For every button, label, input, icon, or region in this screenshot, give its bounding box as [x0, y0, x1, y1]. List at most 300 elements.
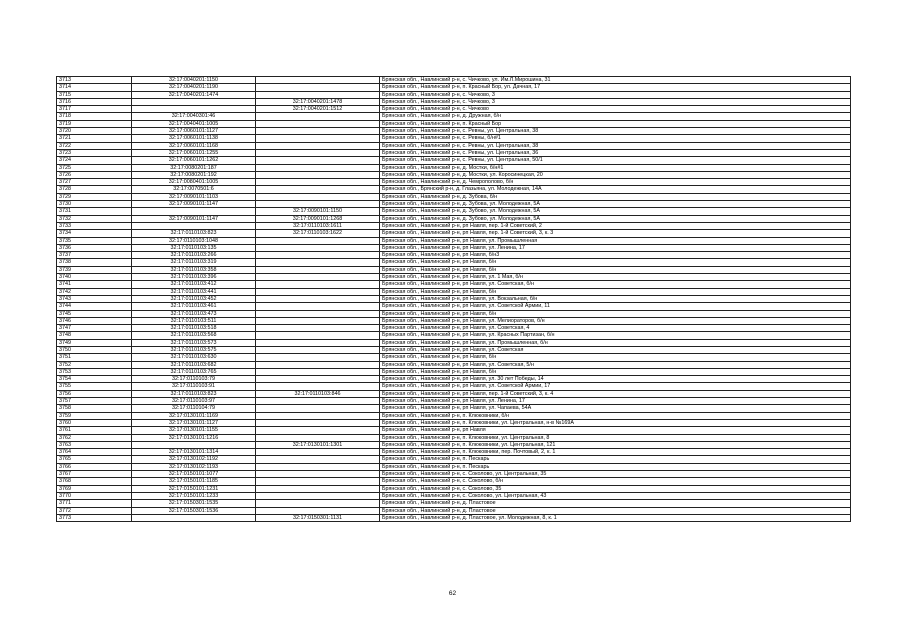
record-number-cell: 3766	[57, 463, 132, 470]
linked-cadastral-number-cell	[256, 478, 380, 485]
table-row	[57, 346, 851, 353]
record-number-cell: 3773	[57, 514, 132, 521]
cadastral-number-cell: 32:17:0110103:452	[132, 295, 256, 302]
record-number-cell: 3743	[57, 295, 132, 302]
table-row	[57, 222, 851, 229]
address-cell: Брянская обл., Навлинский р-н, рп Навля, пер. 1-й Советский, 3, к. 3	[380, 230, 851, 237]
table-row	[57, 84, 851, 91]
linked-cadastral-number-cell	[256, 456, 380, 463]
record-number-cell: 3715	[57, 91, 132, 98]
record-number-cell: 3762	[57, 434, 132, 441]
table-row	[57, 405, 851, 412]
record-number-cell: 3749	[57, 339, 132, 346]
table-row	[57, 507, 851, 514]
table-row	[57, 368, 851, 375]
record-number-cell: 3757	[57, 398, 132, 405]
table-row	[57, 514, 851, 521]
address-cell: Брянская обл., Навлинский р-н, п. Пескарь	[380, 463, 851, 470]
cadastral-number-cell: 32:17:0110103:823	[132, 390, 256, 397]
table-row	[57, 157, 851, 164]
address-cell: Брянская обл., Навлинский р-н, п. Красный Бор, ул. Дачная, 17	[380, 84, 851, 91]
table-row	[57, 98, 851, 105]
cadastral-number-cell	[132, 98, 256, 105]
address-cell: Брянская обл., Навлинский р-н, с. Соколово, 35	[380, 485, 851, 492]
linked-cadastral-number-cell	[256, 259, 380, 266]
record-number-cell: 3758	[57, 405, 132, 412]
address-cell: Брянская обл., Навлинский р-н, рп Навля, ул. Советская, 5/н	[380, 361, 851, 368]
record-number-cell: 3726	[57, 171, 132, 178]
record-number-cell: 3772	[57, 507, 132, 514]
linked-cadastral-number-cell	[256, 449, 380, 456]
address-cell: Брянская обл., Навлинский р-н, с. Соколово, б/н	[380, 478, 851, 485]
table-row	[57, 281, 851, 288]
address-cell: Брянская обл., Брянский р-н, д. Глазьяна, ул. Молодежная, 14А	[380, 186, 851, 193]
page-number: 62	[448, 590, 457, 597]
cadastral-number-cell: 32:17:0110103:473	[132, 310, 256, 317]
cadastral-number-cell: 32:17:0110103:568	[132, 332, 256, 339]
table-row	[57, 492, 851, 499]
record-number-cell: 3746	[57, 317, 132, 324]
address-cell: Брянская обл., Навлинский р-н, п. Клюковники, ул. Центральная, 121	[380, 441, 851, 448]
linked-cadastral-number-cell	[256, 376, 380, 383]
linked-cadastral-number-cell	[256, 149, 380, 156]
linked-cadastral-number-cell	[256, 135, 380, 142]
linked-cadastral-number-cell	[256, 128, 380, 135]
record-number-cell: 3750	[57, 346, 132, 353]
table-row	[57, 412, 851, 419]
address-cell: Брянская обл., Навлинский р-н, рп Навля, б/н	[380, 368, 851, 375]
linked-cadastral-number-cell	[256, 332, 380, 339]
table-row	[57, 149, 851, 156]
linked-cadastral-number-cell: 32:17:0040201:1478	[256, 98, 380, 105]
address-cell: Брянская обл., Навлинский р-н, д. Мостки, ул. Коросинецкая, 20	[380, 171, 851, 178]
table-row	[57, 142, 851, 149]
address-cell: Брянская обл., Навлинский р-н, с. Соколово, ул. Центральная, 35	[380, 471, 851, 478]
cadastral-number-cell: 32:17:0110103:518	[132, 325, 256, 332]
cadastral-number-cell: 32:17:0110103:135	[132, 244, 256, 251]
linked-cadastral-number-cell	[256, 281, 380, 288]
address-cell: Брянская обл., Навлинский р-н, д. Зубово, ул. Молодежная, 5А	[380, 215, 851, 222]
linked-cadastral-number-cell	[256, 471, 380, 478]
table-row	[57, 120, 851, 127]
record-number-cell: 3755	[57, 383, 132, 390]
linked-cadastral-number-cell	[256, 113, 380, 120]
record-number-cell: 3739	[57, 266, 132, 273]
linked-cadastral-number-cell: 32:17:0090101:1268	[256, 215, 380, 222]
record-number-cell: 3722	[57, 142, 132, 149]
linked-cadastral-number-cell: 32:17:0130101:1301	[256, 441, 380, 448]
cadastral-number-cell: 32:17:0060101:1255	[132, 149, 256, 156]
linked-cadastral-number-cell	[256, 266, 380, 273]
linked-cadastral-number-cell	[256, 405, 380, 412]
linked-cadastral-number-cell	[256, 179, 380, 186]
table-row	[57, 339, 851, 346]
record-number-cell: 3744	[57, 303, 132, 310]
cadastral-number-cell: 32:17:0130101:1155	[132, 427, 256, 434]
table-row	[57, 441, 851, 448]
table-row	[57, 128, 851, 135]
cadastral-number-cell	[132, 208, 256, 215]
table-row	[57, 434, 851, 441]
record-number-cell: 3769	[57, 485, 132, 492]
address-cell: Брянская обл., Навлинский р-н, рп Навля, ул. Советская	[380, 346, 851, 353]
linked-cadastral-number-cell: 32:17:0110103:1611	[256, 222, 380, 229]
table-row	[57, 193, 851, 200]
cadastral-number-cell: 32:17:0040401:1005	[132, 120, 256, 127]
record-number-cell: 3723	[57, 149, 132, 156]
address-cell: Брянская обл., Навлинский р-н, рп Навля, ул. Советской Армии, 17	[380, 383, 851, 390]
cadastral-number-cell: 32:17:0110103:682	[132, 361, 256, 368]
record-number-cell: 3713	[57, 77, 132, 84]
address-cell: Брянская обл., Навлинский р-н, с. Чичково, 3	[380, 91, 851, 98]
cadastral-number-cell	[132, 222, 256, 229]
record-number-cell: 3721	[57, 135, 132, 142]
address-cell: Брянская обл., Навлинский р-н, с. Ревны, ул. Центральная, 38	[380, 142, 851, 149]
linked-cadastral-number-cell: 32:17:0090101:1150	[256, 208, 380, 215]
linked-cadastral-number-cell	[256, 398, 380, 405]
address-cell: Брянская обл., Навлинский р-н, п. Красный Бор	[380, 120, 851, 127]
table-row	[57, 478, 851, 485]
linked-cadastral-number-cell	[256, 171, 380, 178]
record-number-cell: 3752	[57, 361, 132, 368]
cadastral-number-cell: 32:17:0070501:6	[132, 186, 256, 193]
record-number-cell: 3719	[57, 120, 132, 127]
address-cell: Брянская обл., Навлинский р-н, с. Ревны, б/н#1	[380, 135, 851, 142]
record-number-cell: 3747	[57, 325, 132, 332]
linked-cadastral-number-cell	[256, 77, 380, 84]
cadastral-number-cell: 32:17:0090101:1147	[132, 215, 256, 222]
address-cell: Брянская обл., Навлинский р-н, рп Навля, ул. Вокзальная, б/н	[380, 295, 851, 302]
linked-cadastral-number-cell: 32:17:0040201:1512	[256, 106, 380, 113]
cadastral-number-cell: 32:17:0150301:1536	[132, 507, 256, 514]
address-cell: Брянская обл., Навлинский р-н, рп Навля, б/н	[380, 310, 851, 317]
cadastral-number-cell: 32:17:0060101:1168	[132, 142, 256, 149]
cadastral-number-cell: 32:17:0110103:573	[132, 339, 256, 346]
record-number-cell: 3742	[57, 288, 132, 295]
record-number-cell: 3728	[57, 186, 132, 193]
record-number-cell: 3740	[57, 274, 132, 281]
registry-table	[56, 76, 851, 522]
cadastral-number-cell: 32:17:0110103:461	[132, 303, 256, 310]
record-number-cell: 3738	[57, 259, 132, 266]
cadastral-number-cell: 32:17:0060101:1127	[132, 128, 256, 135]
record-number-cell: 3753	[57, 368, 132, 375]
cadastral-number-cell	[132, 514, 256, 521]
cadastral-number-cell: 32:17:0110103:630	[132, 354, 256, 361]
table-row	[57, 237, 851, 244]
record-number-cell: 3751	[57, 354, 132, 361]
address-cell: Брянская обл., Навлинский р-н, с. Ревны, ул. Центральная, 38	[380, 128, 851, 135]
table-row	[57, 427, 851, 434]
record-number-cell: 3741	[57, 281, 132, 288]
address-cell: Брянская обл., Навлинский р-н, с. Соколово, ул. Центральная, 43	[380, 492, 851, 499]
linked-cadastral-number-cell	[256, 91, 380, 98]
linked-cadastral-number-cell	[256, 303, 380, 310]
record-number-cell: 3716	[57, 98, 132, 105]
linked-cadastral-number-cell	[256, 317, 380, 324]
record-number-cell: 3724	[57, 157, 132, 164]
linked-cadastral-number-cell	[256, 310, 380, 317]
cadastral-number-cell: 32:17:0130102:1192	[132, 456, 256, 463]
cadastral-number-cell: 32:17:0130102:1193	[132, 463, 256, 470]
record-number-cell: 3733	[57, 222, 132, 229]
table-row	[57, 485, 851, 492]
table-row	[57, 449, 851, 456]
address-cell: Брянская обл., Навлинский р-н, рп Навля	[380, 427, 851, 434]
table-row	[57, 471, 851, 478]
cadastral-number-cell: 32:17:0080401:1005	[132, 179, 256, 186]
address-cell: Брянская обл., Навлинский р-н, рп Навля, пер. 1-й Советский, 2	[380, 222, 851, 229]
address-cell: Брянская обл., Навлинский р-н, рп Навля, ул. Ленина, 17	[380, 398, 851, 405]
address-cell: Брянская обл., Навлинский р-н, п. Пескарь	[380, 456, 851, 463]
record-number-cell: 3718	[57, 113, 132, 120]
cadastral-number-cell: 32:17:0110104:79	[132, 405, 256, 412]
record-number-cell: 3717	[57, 106, 132, 113]
address-cell: Брянская обл., Навлинский р-н, п. Клюковники, ул. Центральная, 8	[380, 434, 851, 441]
table-row	[57, 171, 851, 178]
address-cell: Брянская обл., Навлинский р-н, рп Навля, ул. Ленина, 17	[380, 244, 851, 251]
address-cell: Брянская обл., Навлинский р-н, с. Чичково, 3	[380, 98, 851, 105]
cadastral-number-cell: 32:17:0060101:1262	[132, 157, 256, 164]
table-row	[57, 244, 851, 251]
cadastral-number-cell: 32:17:0110103:765	[132, 368, 256, 375]
table-row	[57, 383, 851, 390]
table-row	[57, 106, 851, 113]
table-row	[57, 332, 851, 339]
address-cell: Брянская обл., Навлинский р-н, с. Ревны, ул. Центральная, 36	[380, 149, 851, 156]
record-number-cell: 3736	[57, 244, 132, 251]
cadastral-number-cell: 32:17:0090101:1147	[132, 201, 256, 208]
table-row	[57, 310, 851, 317]
cadastral-number-cell: 32:17:0110103:412	[132, 281, 256, 288]
cadastral-number-cell: 32:17:0130101:1169	[132, 412, 256, 419]
address-cell: Брянская обл., Навлинский р-н, с. Чичково	[380, 106, 851, 113]
table-row	[57, 419, 851, 426]
record-number-cell: 3771	[57, 500, 132, 507]
linked-cadastral-number-cell	[256, 412, 380, 419]
cadastral-number-cell: 32:17:0060101:1138	[132, 135, 256, 142]
address-cell: Брянская обл., Навлинский р-н, п. Клюковники, пер. Почтовый, 2, к. 1	[380, 449, 851, 456]
record-number-cell: 3731	[57, 208, 132, 215]
record-number-cell: 3768	[57, 478, 132, 485]
table-row	[57, 354, 851, 361]
linked-cadastral-number-cell	[256, 186, 380, 193]
linked-cadastral-number-cell	[256, 244, 380, 251]
address-cell: Брянская обл., Навлинский р-н, рп Навля, б/н	[380, 259, 851, 266]
record-number-cell: 3720	[57, 128, 132, 135]
record-number-cell: 3767	[57, 471, 132, 478]
linked-cadastral-number-cell	[256, 492, 380, 499]
cadastral-number-cell: 32:17:0150301:1535	[132, 500, 256, 507]
record-number-cell: 3730	[57, 201, 132, 208]
address-cell: Брянская обл., Навлинский р-н, д. Пластовое	[380, 500, 851, 507]
table-row	[57, 266, 851, 273]
linked-cadastral-number-cell	[256, 383, 380, 390]
record-number-cell: 3759	[57, 412, 132, 419]
record-number-cell: 3714	[57, 84, 132, 91]
linked-cadastral-number-cell	[256, 434, 380, 441]
table-row	[57, 230, 851, 237]
cadastral-number-cell: 32:17:0040201:1150	[132, 77, 256, 84]
address-cell: Брянская обл., Навлинский р-н, рп Навля, ул. Советская, б/н	[380, 281, 851, 288]
table-row	[57, 390, 851, 397]
address-cell: Брянская обл., Навлинский р-н, д. Чемрополово, б/н	[380, 179, 851, 186]
linked-cadastral-number-cell	[256, 274, 380, 281]
table-row	[57, 91, 851, 98]
table-row	[57, 274, 851, 281]
address-cell: Брянская обл., Навлинский р-н, д. Зубова, б/н	[380, 193, 851, 200]
registry-table-body	[57, 77, 851, 522]
cadastral-number-cell: 32:17:0110103:441	[132, 288, 256, 295]
cadastral-number-cell: 32:17:0090101:1103	[132, 193, 256, 200]
linked-cadastral-number-cell	[256, 325, 380, 332]
address-cell: Брянская обл., Навлинский р-н, рп Навля, ул. Мелиораторов, б/н	[380, 317, 851, 324]
cadastral-number-cell: 32:17:0110103:319	[132, 259, 256, 266]
address-cell: Брянская обл., Навлинский р-н, рп Навля, ул. Советская, 4	[380, 325, 851, 332]
linked-cadastral-number-cell	[256, 427, 380, 434]
record-number-cell: 3764	[57, 449, 132, 456]
table-row	[57, 376, 851, 383]
table-row	[57, 456, 851, 463]
table-row	[57, 317, 851, 324]
cadastral-number-cell: 32:17:0040201:1474	[132, 91, 256, 98]
table-row	[57, 186, 851, 193]
table-row	[57, 252, 851, 259]
linked-cadastral-number-cell	[256, 142, 380, 149]
record-number-cell: 3756	[57, 390, 132, 397]
address-cell: Брянская обл., Навлинский р-н, рп Навля, ул. 1 Мая, б/н	[380, 274, 851, 281]
cadastral-number-cell: 32:17:0130101:1127	[132, 419, 256, 426]
cadastral-number-cell: 32:17:0150101:1233	[132, 492, 256, 499]
address-cell: Брянская обл., Навлинский р-н, рп Навля, ул. Красных Партизан, б/н	[380, 332, 851, 339]
record-number-cell: 3754	[57, 376, 132, 383]
cadastral-number-cell: 32:17:0110103:79	[132, 376, 256, 383]
record-number-cell: 3765	[57, 456, 132, 463]
table-row	[57, 303, 851, 310]
cadastral-number-cell: 32:17:0040301:46	[132, 113, 256, 120]
linked-cadastral-number-cell	[256, 84, 380, 91]
linked-cadastral-number-cell: 32:17:0150301:1131	[256, 514, 380, 521]
table-row	[57, 259, 851, 266]
address-cell: Брянская обл., Навлинский р-н, д. Пластовое	[380, 507, 851, 514]
cadastral-number-cell: 32:17:0150101:1185	[132, 478, 256, 485]
cadastral-number-cell: 32:17:0110103:91	[132, 383, 256, 390]
linked-cadastral-number-cell	[256, 463, 380, 470]
table-row	[57, 164, 851, 171]
linked-cadastral-number-cell	[256, 339, 380, 346]
cadastral-number-cell: 32:17:0080201:192	[132, 171, 256, 178]
record-number-cell: 3735	[57, 237, 132, 244]
linked-cadastral-number-cell	[256, 485, 380, 492]
address-cell: Брянская обл., Навлинский р-н, рп Навля, б/н	[380, 266, 851, 273]
record-number-cell: 3760	[57, 419, 132, 426]
linked-cadastral-number-cell: 32:17:0110103:1622	[256, 230, 380, 237]
table-row	[57, 113, 851, 120]
linked-cadastral-number-cell	[256, 201, 380, 208]
table-row	[57, 500, 851, 507]
address-cell: Брянская обл., Навлинский р-н, рп Навля, ул. Чапаева, 54А	[380, 405, 851, 412]
record-number-cell: 3748	[57, 332, 132, 339]
linked-cadastral-number-cell: 32:17:0110103:846	[256, 390, 380, 397]
linked-cadastral-number-cell	[256, 507, 380, 514]
record-number-cell: 3737	[57, 252, 132, 259]
table-row	[57, 295, 851, 302]
record-number-cell: 3763	[57, 441, 132, 448]
table-row	[57, 325, 851, 332]
linked-cadastral-number-cell	[256, 164, 380, 171]
table-row	[57, 361, 851, 368]
cadastral-number-cell: 32:17:0110103:511	[132, 317, 256, 324]
address-cell: Брянская обл., Навлинский р-н, с. Ревны, ул. Центральная, 50/1	[380, 157, 851, 164]
cadastral-number-cell: 32:17:0110103:266	[132, 252, 256, 259]
address-cell: Брянская обл., Навлинский р-н, д. Зубова, ул. Молодежная, 5А	[380, 201, 851, 208]
table-row	[57, 288, 851, 295]
cadastral-number-cell: 32:17:0130101:1216	[132, 434, 256, 441]
linked-cadastral-number-cell	[256, 252, 380, 259]
linked-cadastral-number-cell	[256, 361, 380, 368]
record-number-cell: 3732	[57, 215, 132, 222]
record-number-cell: 3761	[57, 427, 132, 434]
record-number-cell: 3727	[57, 179, 132, 186]
cadastral-number-cell: 32:17:0110103:575	[132, 346, 256, 353]
linked-cadastral-number-cell	[256, 157, 380, 164]
address-cell: Брянская обл., Навлинский р-н, рп Навля, пер. 1-й Советский, 3, к. 4	[380, 390, 851, 397]
table-row	[57, 77, 851, 84]
cadastral-number-cell: 32:17:0110103:823	[132, 230, 256, 237]
table-row	[57, 179, 851, 186]
cadastral-number-cell: 32:17:0130101:1314	[132, 449, 256, 456]
record-number-cell: 3725	[57, 164, 132, 171]
address-cell: Брянская обл., Навлинский р-н, рп Навля, б/н	[380, 354, 851, 361]
address-cell: Брянская обл., Навлинский р-н, рп Навля, б/н3	[380, 252, 851, 259]
cadastral-number-cell: 32:17:0080201:187	[132, 164, 256, 171]
cadastral-number-cell	[132, 106, 256, 113]
linked-cadastral-number-cell	[256, 295, 380, 302]
record-number-cell: 3770	[57, 492, 132, 499]
address-cell: Брянская обл., Навлинский р-н, д. Зубово, ул. Молодежная, 5А	[380, 208, 851, 215]
cadastral-number-cell: 32:17:0110103:358	[132, 266, 256, 273]
address-cell: Брянская обл., Навлинский р-н, рп Навля, ул. Промышленная	[380, 237, 851, 244]
table-row	[57, 215, 851, 222]
cadastral-number-cell	[132, 441, 256, 448]
address-cell: Брянская обл., Навлинский р-н, с. Чичково, ул. Им.Л.Мирошина, 31	[380, 77, 851, 84]
cadastral-number-cell: 32:17:0110103:396	[132, 274, 256, 281]
linked-cadastral-number-cell	[256, 288, 380, 295]
address-cell: Брянская обл., Навлинский р-н, рп Навля, ул. Промышленная, б/н	[380, 339, 851, 346]
address-cell: Брянская обл., Навлинский р-н, д. Пластовое, ул. Молодежная, 8, к. 1	[380, 514, 851, 521]
record-number-cell: 3734	[57, 230, 132, 237]
table-row	[57, 208, 851, 215]
linked-cadastral-number-cell	[256, 237, 380, 244]
cadastral-number-cell: 32:17:0110103:1048	[132, 237, 256, 244]
address-cell: Брянская обл., Навлинский р-н, рп Навля, б/н	[380, 288, 851, 295]
address-cell: Брянская обл., Навлинский р-н, д. Дружная, б/н	[380, 113, 851, 120]
linked-cadastral-number-cell	[256, 120, 380, 127]
linked-cadastral-number-cell	[256, 368, 380, 375]
table-row	[57, 398, 851, 405]
table-row	[57, 135, 851, 142]
cadastral-number-cell: 32:17:0150101:1077	[132, 471, 256, 478]
address-cell: Брянская обл., Навлинский р-н, рп Навля, ул. 30 лет Победы, 14	[380, 376, 851, 383]
table-row	[57, 201, 851, 208]
address-cell: Брянская обл., Навлинский р-н, рп Навля, ул. Советской Армии, 11	[380, 303, 851, 310]
record-number-cell: 3745	[57, 310, 132, 317]
cadastral-number-cell: 32:17:0040201:1190	[132, 84, 256, 91]
cadastral-number-cell: 32:17:0110103:97	[132, 398, 256, 405]
table-row	[57, 463, 851, 470]
record-number-cell: 3729	[57, 193, 132, 200]
address-cell: Брянская обл., Навлинский р-н, д. Мостки, б/н#1	[380, 164, 851, 171]
